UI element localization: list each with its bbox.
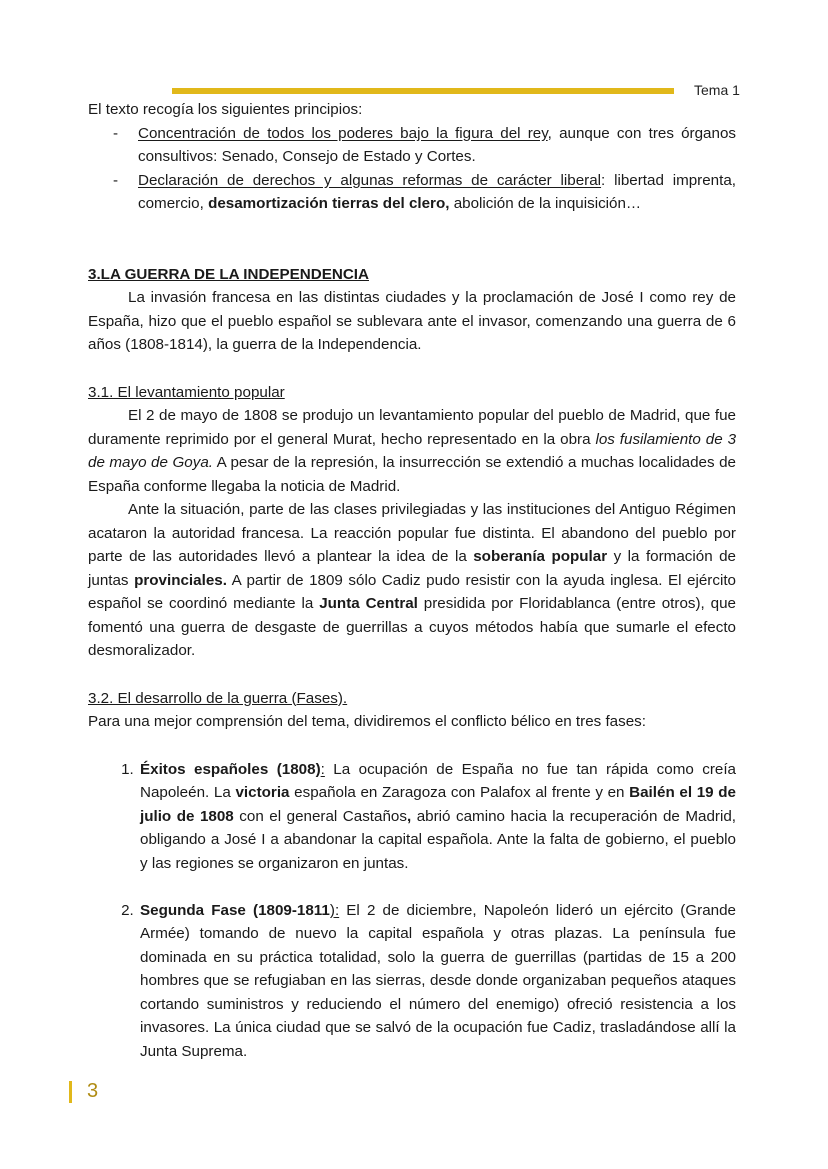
bold-text: Segunda Fase (1809-1811: [140, 901, 330, 919]
bold-text: provinciales.: [134, 571, 227, 589]
footer-accent-bar: [69, 1081, 72, 1103]
list-item: [138, 899, 736, 1064]
bold-text: Junta Central: [319, 595, 418, 612]
list-item: [138, 122, 736, 169]
section-heading: 3.LA GUERRA DE LA INDEPENDENCIA: [88, 265, 369, 283]
subsection-heading: 3.1. El levantamiento popular: [88, 383, 285, 401]
document-body: [88, 98, 736, 1063]
bold-text: victoria: [235, 784, 290, 801]
italic-text: los fusilamiento de 3 de mayo de Goya.: [88, 430, 737, 471]
bold-text: ,: [406, 807, 412, 825]
underlined-text: :: [320, 760, 325, 778]
phases-list: [88, 758, 736, 1064]
text: El 2 de diciembre, Napoleón lideró un ejército (Grande Armée) tomando de nuevo la capital española y otras plazas. La península fue dominada en su práctica totalidad, solo la guerra de guerrillas (partidas de 15 a 200 hombres que se refugiaban en las sierras, desde donde organizaban pequeños ataques cortando suministros y reduciendo el número del enemigo) ofreció resistencia a los invasores. La única ciudad que se salvó de la ocupación fue Cadiz, trasladándose allí la Junta Suprema.: [140, 901, 736, 1060]
header-accent-bar: [172, 88, 674, 94]
text: A partir de 1809 sólo Cadiz pudo resistir con la ayuda inglesa. El ejército español se coordinó mediante la: [88, 571, 737, 612]
text: con el general Castaños: [233, 807, 407, 825]
text: abrió camino hacia la recuperación de Madrid, obligando a José I a abandonar la capital española. Ante la falta de gobierno, el pueblo y las regiones se organizaron en juntas.: [140, 807, 737, 872]
underlined-text: Declaración de derechos y algunas reformas de carácter liberal: [138, 171, 602, 189]
page-number: 3: [87, 1080, 99, 1102]
text: presidida por Floridablanca (entre otros), que fomentó una guerra de desgaste de guerrillas a cuyos métodos había que sumarle el efecto desmoralizador.: [88, 595, 736, 659]
paragraph: [88, 404, 736, 498]
list-item: [138, 169, 736, 216]
underlined-text: :: [334, 901, 340, 919]
paragraph: La invasión francesa en las distintas ciudades y la proclamación de José I como rey de España, hizo que el pueblo español se sublevara ante el invasor, comenzando una guerra de 6 años (1808-1814), la guerra de la Independencia.: [88, 289, 736, 353]
text: abolición de la inquisición…: [449, 195, 642, 212]
text: A pesar de la represión, la insurrección se extendió a muchas localidades de España conforme llegaba la noticia de Madrid.: [88, 454, 736, 495]
bold-text: Éxitos españoles (1808): [140, 760, 321, 778]
bold-text: desamortización tierras del clero,: [208, 195, 450, 212]
text: Ante la situación, parte de las clases privilegiadas y las instituciones del Antiguo Régimen acataron la autoridad francesa. La reacción popular fue distinta. El abandono del pueblo por parte de las autoridades llevó a plantear la idea de la: [88, 501, 736, 565]
text: : libertad imprenta, comercio,: [138, 171, 737, 212]
paragraph: [88, 498, 736, 663]
underlined-text: Concentración de todos los poderes bajo la figura del rey: [138, 124, 548, 142]
header-title: Tema 1: [694, 82, 740, 98]
text: y la formación de juntas: [88, 548, 736, 589]
paragraph: Para una mejor comprensión del tema, dividiremos el conflicto bélico en tres fases:: [88, 713, 646, 730]
list-item: [138, 758, 736, 876]
text: , aunque con tres órganos consultivos: Senado, Consejo de Estado y Cortes.: [138, 124, 736, 165]
text: La ocupación de España no fue tan rápida como creía Napoleén. La: [140, 760, 736, 801]
text: española en Zaragoza con Palafox al frente y en: [289, 784, 630, 801]
intro-lead: El texto recogía los siguientes principios:: [88, 101, 363, 118]
principles-list: [88, 122, 736, 216]
text: El 2 de mayo de 1808 se produjo un levantamiento popular del pueblo de Madrid, que fue duramente reprimido por el general Murat, hecho representado en la obra: [88, 407, 736, 448]
bold-text: soberanía popular: [473, 548, 608, 565]
subsection-heading: 3.2. El desarrollo de la guerra (Fases).: [88, 689, 348, 707]
underlined-text: ): [329, 901, 335, 919]
bold-text: Bailén el 19 de julio de 1808: [140, 784, 736, 825]
